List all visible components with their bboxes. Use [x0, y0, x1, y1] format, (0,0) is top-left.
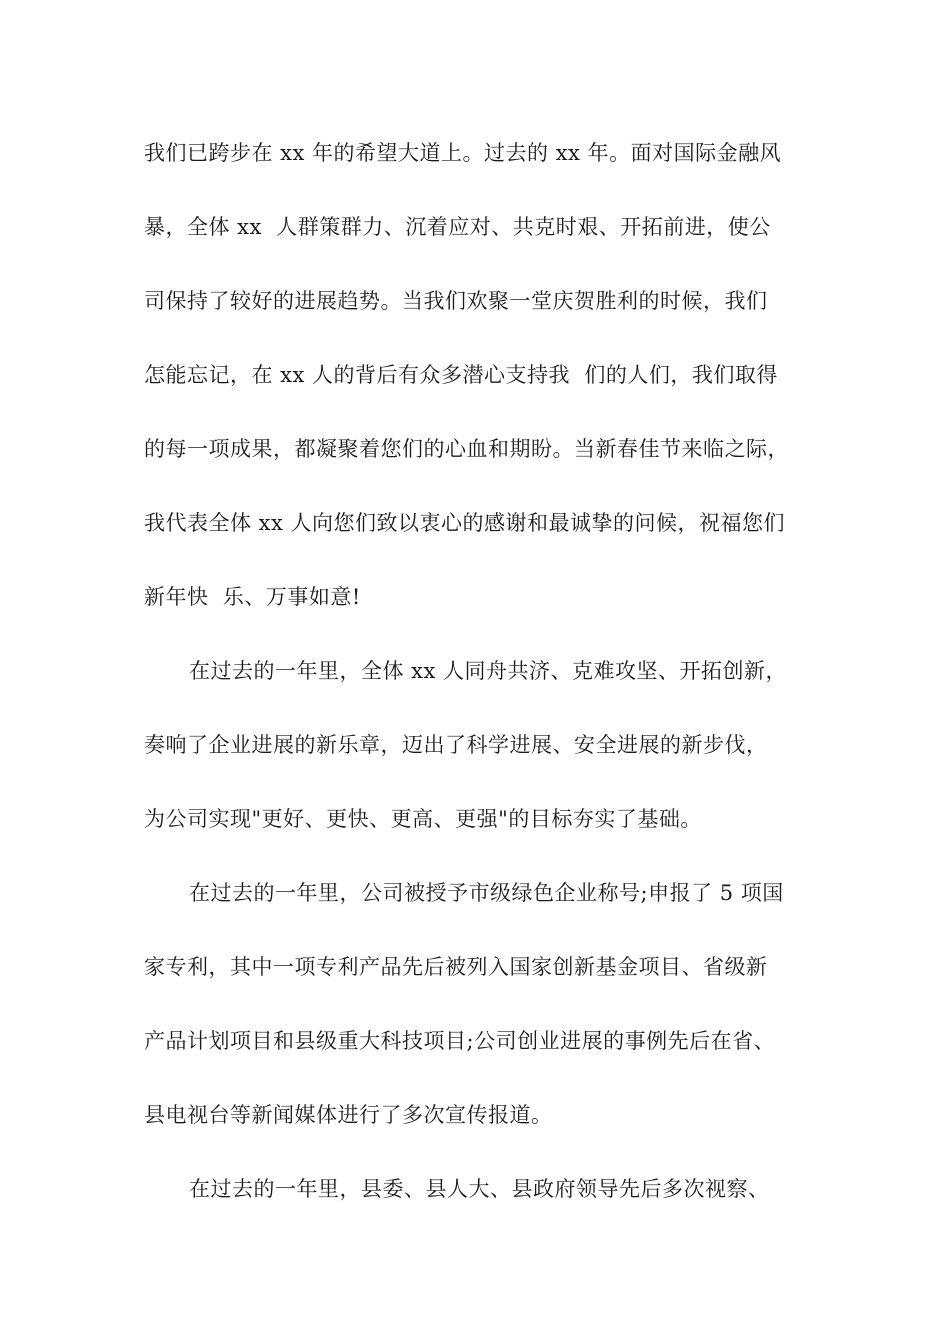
text-line: 怎能忘记，在 xx 人的背后有众多潜心支持我 们的人们，我们取得 [144, 363, 778, 387]
paragraph-1 [144, 132, 834, 650]
paragraph-2 [144, 650, 834, 872]
text-line: 司保持了较好的进展趋势。当我们欢聚一堂庆贺胜利的时候，我们 [144, 289, 768, 313]
text-line: 我们已跨步在 xx 年的希望大道上。过去的 xx 年。面对国际金融风 [144, 141, 782, 165]
text-line: 我代表全体 xx 人向您们致以衷心的感谢和最诚挚的问候，祝福您们 [144, 511, 786, 535]
document-body [144, 132, 834, 1242]
text-line: 的每一项成果，都凝聚着您们的心血和期盼。当新春佳节来临之际， [144, 437, 789, 461]
text-line: 新年快 乐、万事如意! [144, 585, 361, 609]
text-line: 产品计划项目和县级重大科技项目;公司创业进展的事例先后在省、 [144, 1029, 776, 1053]
text-line: 奏响了企业进展的新乐章，迈出了科学进展、安全进展的新步伐， [144, 733, 768, 757]
text-line: 在过去的一年里，全体 xx 人同舟共济、克难攻坚、开拓创新， [189, 659, 788, 683]
text-line: 暴，全体 xx 人群策群力、沉着应对、共克时艰、开拓前进，使公 [144, 215, 771, 239]
text-line: 家专利，其中一项专利产品先后被列入国家创新基金项目、省级新 [144, 955, 768, 979]
text-line: 为公司实现"更好、更快、更高、更强"的目标夯实了基础。 [144, 807, 702, 831]
text-line: 县电视台等新闻媒体进行了多次宣传报道。 [144, 1103, 553, 1127]
text-line: 在过去的一年里，公司被授予市级绿色企业称号;申报了 5 项国 [189, 881, 784, 905]
text-line: 在过去的一年里，县委、县人大、县政府领导先后多次视察、 [189, 1177, 770, 1201]
paragraph-3 [144, 872, 834, 1168]
paragraph-4 [144, 1168, 834, 1242]
